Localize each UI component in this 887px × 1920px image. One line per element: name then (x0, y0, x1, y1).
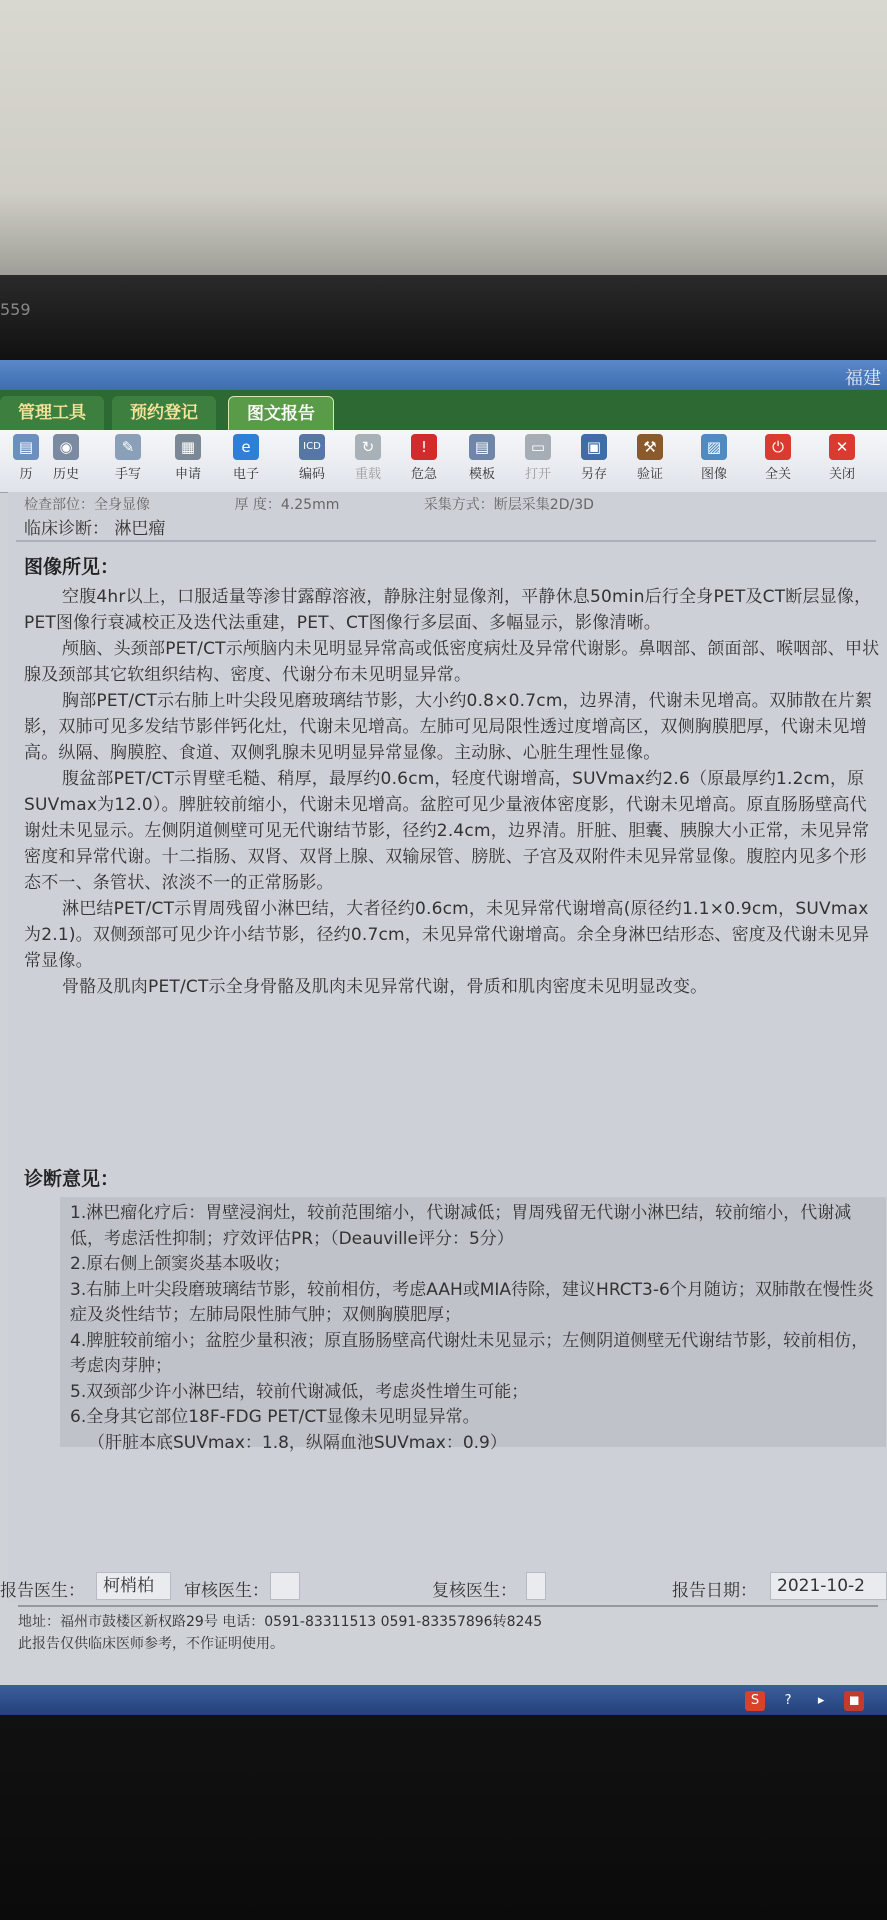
power-icon: ⏻ (765, 434, 791, 460)
monitor-bezel-bottom (0, 1715, 887, 1920)
toolbar-button-template[interactable] (456, 434, 508, 482)
network-icon[interactable]: ▸ (817, 1693, 825, 1708)
exam-info-row (24, 494, 674, 514)
toolbar-button-label: 全关 (764, 467, 791, 482)
slice-thickness: 厚 度：4.25mm (234, 497, 340, 513)
main-tabs (0, 390, 887, 430)
bulb-icon: ◉ (53, 434, 79, 460)
input-method-icon[interactable]: S (745, 1691, 765, 1711)
template-icon: ▤ (469, 434, 495, 460)
review-doctor-field[interactable] (270, 1572, 300, 1600)
report-date-field[interactable]: 2021-10-2 (770, 1572, 887, 1600)
diagnosis-item: 5.双颈部少许小淋巴结，较前代谢减低，考虑炎性增生可能； (70, 1381, 529, 1402)
recheck-doctor-field[interactable] (526, 1572, 546, 1600)
footer-disclaimer: 此报告仅供临床医师参考，不作证明使用。 (18, 1636, 284, 1652)
toolbar-button-label: 危急 (410, 467, 437, 482)
toolbar-button-power[interactable] (752, 434, 804, 482)
diagnosis-text[interactable] (60, 1197, 886, 1453)
browser-icon: e (233, 434, 259, 460)
report-doctor-label: 报告医生： (0, 1581, 85, 1601)
toolbar-button-label: 验证 (636, 467, 663, 482)
report-footer (18, 1605, 878, 1669)
toolbar-button-image[interactable] (688, 434, 740, 482)
toolbar-button-save[interactable] (568, 434, 620, 482)
clinical-diagnosis-row (24, 514, 165, 539)
toolbar-button-close[interactable] (816, 434, 868, 482)
findings-paragraph: 颅脑、头颈部PET/CT示颅脑内未见明显异常高或低密度病灶及异常代谢影。鼻咽部、颌面部、喉咽部、甲状腺及颈部其它软组织结构、密度、代谢分布未见明显异常。 (24, 639, 880, 685)
toolbar-button-label: 历史 (52, 467, 79, 482)
toolbar-button-label: 重载 (354, 467, 381, 482)
report-panel (0, 492, 887, 1602)
toolbar-button-folder[interactable] (512, 434, 564, 482)
diagnosis-item: 6.全身其它部位18F-FDG PET/CT显像未见明显异常。 (70, 1407, 480, 1427)
findings-paragraph: 淋巴结PET/CT示胃周残留小淋巴结，大者径约0.6cm，未见异常代谢增高(原径约1.1×0.9cm，SUVmax为2.1)。双侧颈部可见少许小结节影，径约0.7cm，未见异常代谢增高。余全身淋巴结形态、密度及代谢未见异常显像。 (24, 899, 870, 971)
toolbar-button-label: 电子 (232, 467, 259, 482)
exam-region: 检查部位：全身显像 (24, 497, 150, 513)
security-icon[interactable]: ◼ (844, 1691, 864, 1711)
help-icon[interactable]: ? (784, 1693, 792, 1708)
toolbar-button-label: 图像 (700, 467, 727, 482)
report-date-label: 报告日期： (672, 1581, 757, 1601)
toolbar-button-label: 编码 (298, 467, 325, 482)
taskbar (0, 1685, 887, 1715)
findings-paragraph: 骨骼及肌肉PET/CT示全身骨骼及肌肉未见异常代谢，骨质和肌肉密度未见明显改变。 (62, 977, 708, 997)
tab-appointment[interactable]: 预约登记 (112, 396, 216, 430)
acquisition-mode: 采集方式：断层采集2D/3D (423, 497, 594, 513)
gavel-icon: ⚒ (637, 434, 663, 460)
document-icon: ▤ (13, 434, 39, 460)
diagnosis-heading: 诊断意见： (24, 1168, 120, 1190)
toolbar-button-label: 关闭 (828, 467, 855, 482)
window-titlebar (0, 360, 887, 390)
findings-heading: 图像所见： (24, 556, 120, 578)
image-icon: ▨ (701, 434, 727, 460)
recheck-doctor-label: 复核医生： (432, 1581, 517, 1601)
system-tray (737, 1689, 877, 1711)
findings-paragraph: 空腹4hr以上，口服适量等渗甘露醇溶液，静脉注射显像剂，平静休息50min后行全身PET及CT断层显像，PET图像行衰减校正及迭代法重建，PET、CT图像行多层面、多幅显示，影像清晰。 (24, 587, 872, 633)
toolbar-button-alert[interactable] (398, 434, 450, 482)
diagnosis-item: 4.脾脏较前缩小；盆腔少量积液；原直肠肠壁高代谢灶未见显示；左侧阴道侧壁无代谢结节影，较前相仿，考虑肉芽肿； (70, 1330, 869, 1376)
window-title: 福建 (845, 368, 881, 389)
monitor-bezel-top (0, 275, 887, 360)
toolbar-button-label: 打开 (524, 467, 551, 482)
folder-icon: ▭ (525, 434, 551, 460)
tab-report[interactable]: 图文报告 (228, 396, 334, 432)
findings-paragraph: 胸部PET/CT示右肺上叶尖段见磨玻璃结节影，大小约0.8×0.7cm，边界清，代谢未见增高。双肺散在片絮影，双肺可见多发结节影伴钙化灶，代谢未见增高。左肺可见局限性透过度增高区，双侧胸膜肥厚，代谢未见增高。纵隔、胸膜腔、食道、双侧乳腺未见明显异常显像。主动脉、心脏生理性显像。 (24, 691, 873, 763)
diagnosis-item: 3.右肺上叶尖段磨玻璃结节影，较前相仿，考虑AAH或MIA待除，建议HRCT3-6个月随访；双肺散在慢性炎症及炎性结节；左肺局限性肺气肿；双侧胸膜肥厚； (70, 1279, 874, 1325)
toolbar-button-label: 申请 (174, 467, 201, 482)
toolbar-button-label: 手写 (114, 467, 141, 482)
toolbar (0, 430, 887, 493)
toolbar-button-label: 另存 (580, 467, 607, 482)
toolbar-button-pen[interactable] (102, 434, 154, 482)
findings-text[interactable] (24, 584, 880, 1000)
pen-icon: ✎ (115, 434, 141, 460)
diagnosis-item: 1.淋巴瘤化疗后：胃壁浸润灶，较前范围缩小，代谢减低；胃周残留无代谢小淋巴结，较前缩小，代谢减低，考虑活性抑制；疗效评估PR；（Deauville评分：5分） (70, 1203, 852, 1249)
save-icon: ▣ (581, 434, 607, 460)
reload-icon: ↻ (355, 434, 381, 460)
findings-paragraph: 腹盆部PET/CT示胃壁毛糙、稍厚，最厚约0.6cm，轻度代谢增高，SUVmax约2.6（原最厚约1.2cm，原SUVmax为12.0）。脾脏较前缩小，代谢未见增高。盆腔可见少量液体密度影，代谢未见增高。原直肠肠壁高代谢灶未见显示。左侧阴道侧壁可见无代谢结节影，径约2.4cm，边界清。肝脏、胆囊、胰腺大小正常，未见异常密度和异常代谢。十二指肠、双肾、双肾上腺、双输尿管、膀胱、子宫及双附件未见异常显像。腹腔内见多个形态不一、条管状、浓淡不一的正常肠影。 (24, 769, 870, 893)
close-icon: ✕ (829, 434, 855, 460)
toolbar-button-browser[interactable] (220, 434, 272, 482)
clinical-diagnosis-value[interactable]: 淋巴瘤 (114, 519, 166, 539)
toolbar-button-reload[interactable] (342, 434, 394, 482)
divider (16, 540, 876, 542)
toolbar-button-label: 历 (19, 467, 33, 482)
footer-address: 地址：福州市鼓楼区新权路29号 电话：0591-83311513 0591-83357896转8245 (18, 1614, 543, 1630)
report-doctor-field[interactable]: 柯梢柏 (96, 1572, 171, 1600)
toolbar-button-form[interactable] (162, 434, 214, 482)
tab-management-tools[interactable]: 管理工具 (0, 396, 104, 430)
diagnosis-note: （肝脏本底SUVmax：1.8，纵隔血池SUVmax：0.9） (88, 1432, 507, 1453)
toolbar-button-bulb[interactable] (40, 434, 92, 482)
app-screen (0, 360, 887, 1715)
review-doctor-label: 审核医生： (184, 1581, 269, 1601)
bezel-label: 559 (0, 300, 31, 319)
clinical-diagnosis-label: 临床诊断： (24, 519, 109, 539)
toolbar-button-label: 模板 (468, 467, 495, 482)
background-wall (0, 0, 887, 275)
toolbar-button-gavel[interactable] (624, 434, 676, 482)
alert-icon: ! (411, 434, 437, 460)
signature-row (0, 1572, 887, 1601)
form-icon: ▦ (175, 434, 201, 460)
diagnosis-item: 2.原右侧上颌窦炎基本吸收； (70, 1254, 291, 1274)
icd-icon: ICD (299, 434, 325, 460)
toolbar-button-icd[interactable] (286, 434, 338, 482)
